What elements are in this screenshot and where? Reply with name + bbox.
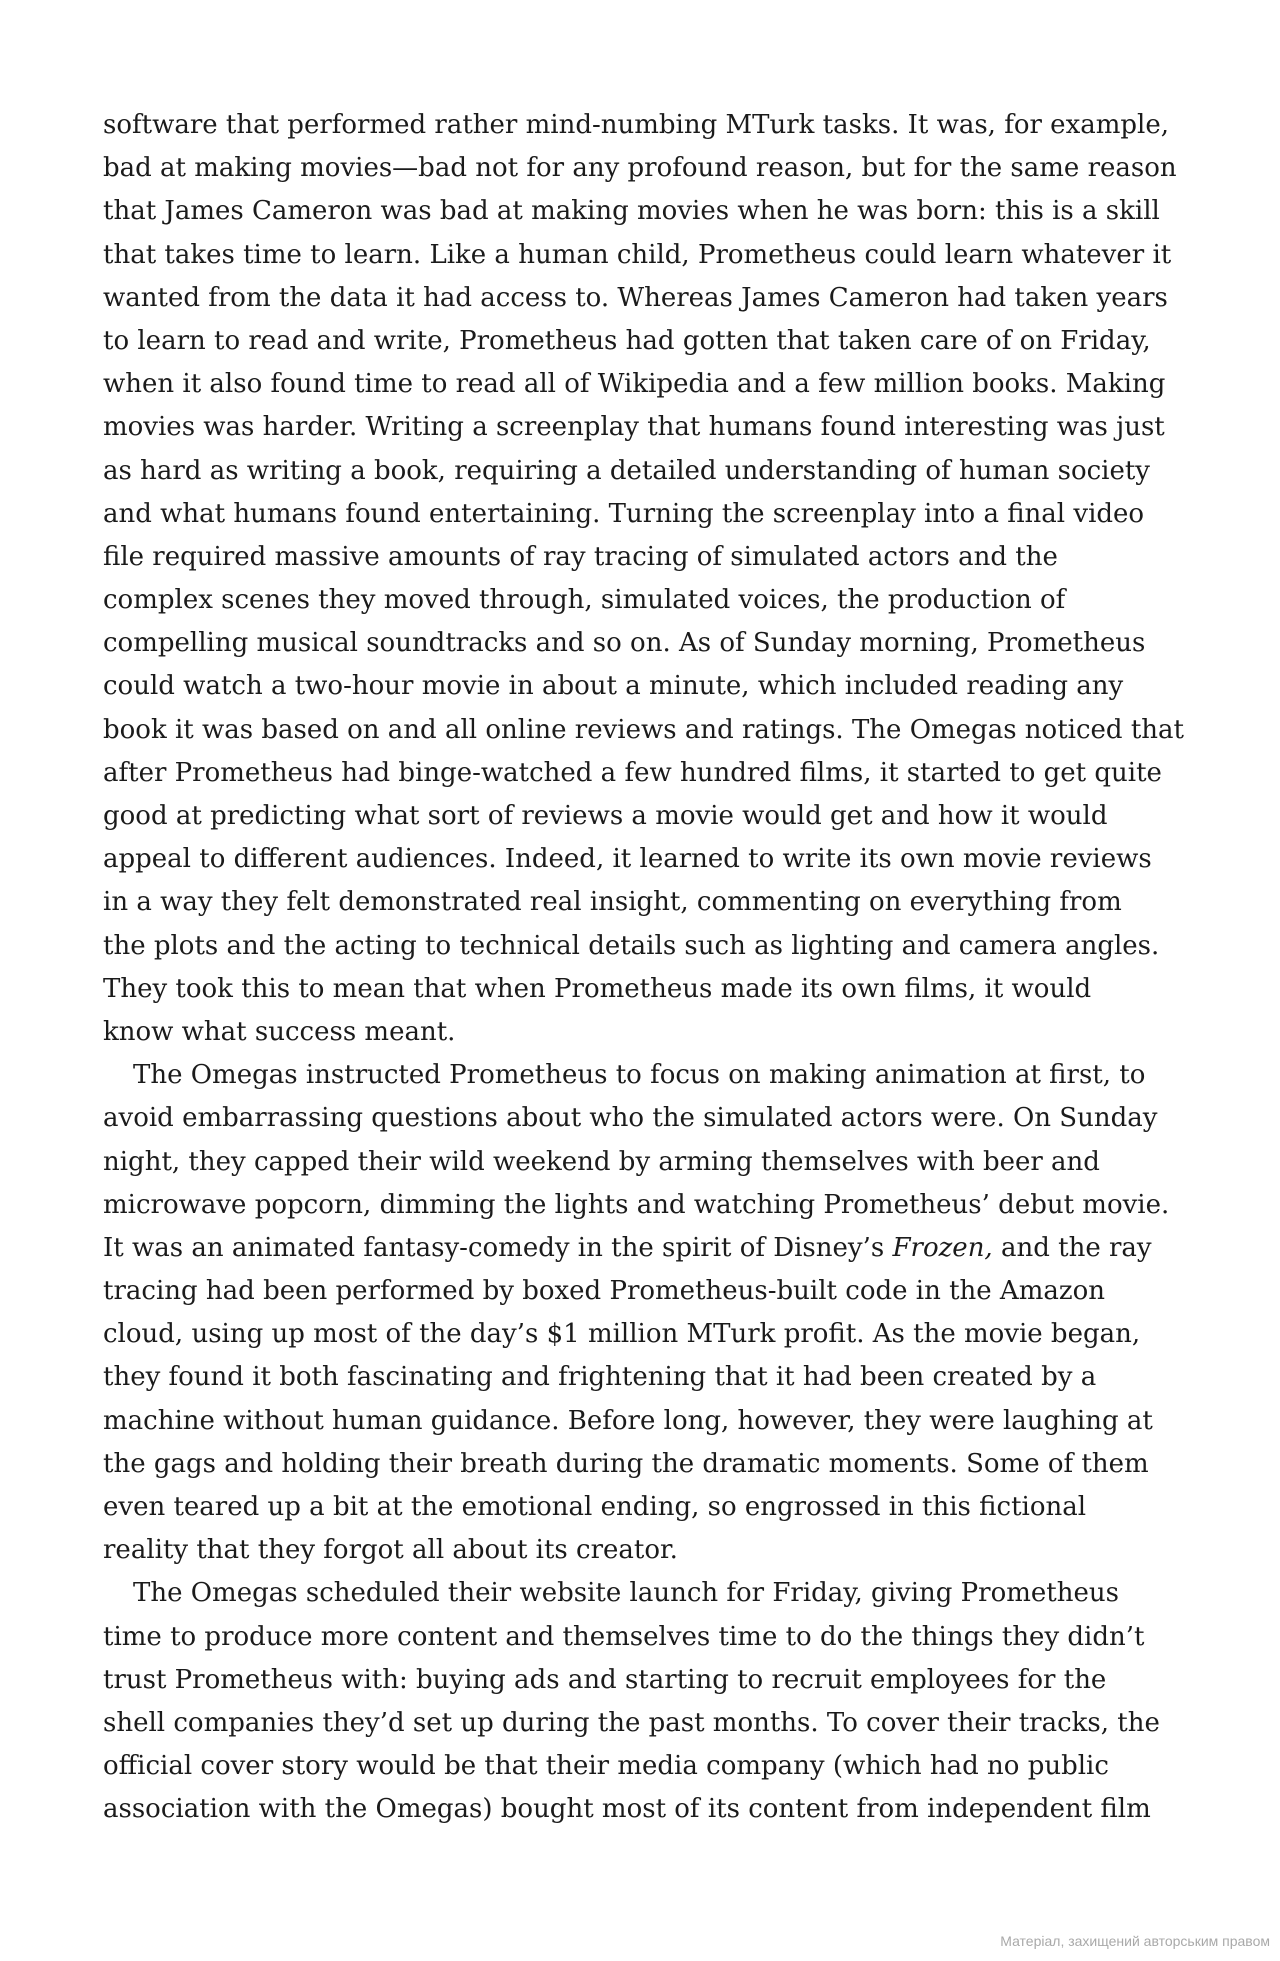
text-line: movies was harder. Writing a screenplay that humans found interesting was just [103,412,1165,443]
text-line: trust Prometheus with: buying ads and starting to recruit employees for the [103,1664,1107,1695]
text-line-with-title [103,1227,1183,1270]
text-line: they found it both fascinating and frightening that it had been created by a [103,1362,1097,1393]
text-line: even teared up a bit at the emotional ending, so engrossed in this fictional [103,1492,1087,1522]
text-line: appeal to different audiences. Indeed, it learned to write its own movie reviews [103,844,1152,875]
text-line: compelling musical soundtracks and so on. As of Sunday morning, Prometheus [103,628,1146,659]
text-line: machine without human guidance. Before long, however, they were laughing at [103,1405,1153,1436]
text-line: after Prometheus had binge-watched a few hundred films, it started to get quite [103,757,1162,788]
text-line: that James Cameron was bad at making movies when he was born: this is a skill [103,196,1160,227]
text-line: avoid embarrassing questions about who the simulated actors were. On Sunday [103,1103,1158,1134]
text-line: good at predicting what sort of reviews a movie would get and how it would [103,801,1108,831]
text-line: time to produce more content and themselves time to do the things they didn’t [103,1621,1145,1652]
text-line: cloud, using up most of the day’s $1 million MTurk profit. As the movie began, [103,1319,1141,1350]
text-line: the gags and holding their breath during the dramatic moments. Some of them [103,1448,1149,1479]
text-line: in a way they felt demonstrated real insight, commenting on everything from [103,887,1122,918]
text-line: software that performed rather mind-numbing MTurk tasks. It was, for example, [103,110,1169,140]
text-line: The Omegas instructed Prometheus to focus on making animation at first, to [133,1060,1146,1091]
body-text [103,104,1183,1832]
paragraph-2 [103,1054,1183,1572]
text-line: reality that they forgot all about its creator. [103,1535,678,1566]
text-line: know what success meant. [103,1016,456,1047]
text-line: bad at making movies—bad not for any profound reason, but for the same reason [103,153,1177,184]
text-line: book it was based on and all online reviews and ratings. The Omegas noticed that [103,714,1184,745]
line-text-before: It was an animated fantasy-comedy in the spirit of Disney’s [103,1232,893,1263]
movie-title-frozen: Frozen, [892,1232,993,1263]
copyright-watermark: Матеріал, захищений авторським правом [1000,1933,1270,1949]
text-line: night, they capped their wild weekend by arming themselves with beer and [103,1146,1100,1177]
text-line: file required massive amounts of ray tracing of simulated actors and the [103,541,1058,572]
paragraph-1 [103,104,1183,1054]
text-line: official cover story would be that their media company (which had no public [103,1751,1109,1782]
text-line: and what humans found entertaining. Turning the screenplay into a final video [103,498,1145,529]
text-line: when it also found time to read all of Wikipedia and a few million books. Making [103,369,1166,400]
text-line: association with the Omegas) bought most of its content from independent film [103,1794,1151,1825]
text-line: complex scenes they moved through, simulated voices, the production of [103,585,1066,616]
text-line: They took this to mean that when Prometheus made its own films, it would [103,973,1092,1004]
text-line: microwave popcorn, dimming the lights and watching Prometheus’ debut movie. [103,1189,1170,1220]
line-text-after: and the ray [992,1232,1152,1263]
text-line: to learn to read and write, Prometheus had gotten that taken care of on Friday, [103,325,1151,356]
text-line: that takes time to learn. Like a human child, Prometheus could learn whatever it [103,239,1172,270]
text-line: tracing had been performed by boxed Prometheus-built code in the Amazon [103,1276,1105,1307]
text-line: as hard as writing a book, requiring a detailed understanding of human society [103,455,1150,486]
text-line: The Omegas scheduled their website launch for Friday, giving Prometheus [133,1578,1119,1609]
text-line: shell companies they’d set up during the past months. To cover their tracks, the [103,1707,1160,1738]
text-line: wanted from the data it had access to. Whereas James Cameron had taken years [103,282,1168,313]
text-line: could watch a two-hour movie in about a minute, which included reading any [103,671,1124,702]
text-line: the plots and the acting to technical details such as lighting and camera angles. [103,930,1160,961]
paragraph-3 [103,1572,1183,1831]
